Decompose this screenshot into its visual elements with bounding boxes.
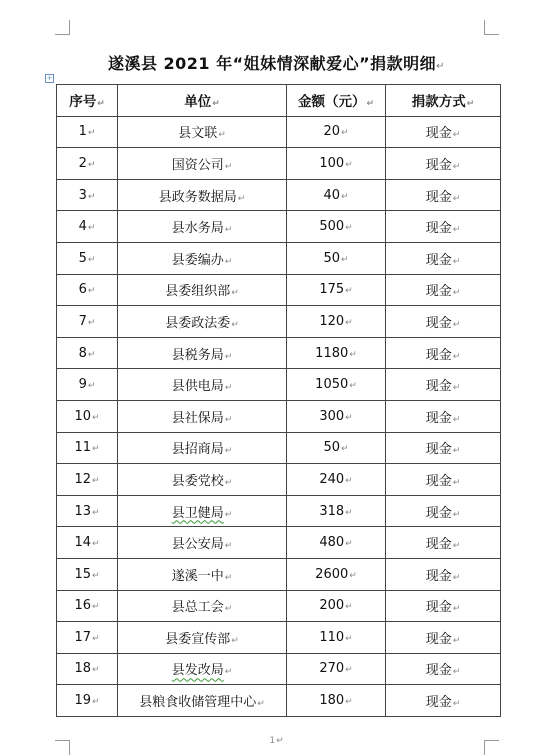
table-row — [57, 274, 501, 306]
table-row — [57, 464, 501, 496]
table-row — [57, 369, 501, 401]
row-number-cell-text: 15 — [74, 566, 91, 582]
paragraph-mark: ↵ — [452, 509, 461, 520]
paragraph-mark: ↵ — [92, 602, 100, 613]
unit-name-cell — [118, 179, 287, 211]
amount-cell — [287, 211, 386, 243]
table-row — [57, 179, 501, 211]
paragraph-mark: ↵ — [452, 319, 461, 330]
amount-cell-text: 120 — [319, 313, 345, 329]
paragraph-mark: ↵ — [87, 349, 96, 360]
row-number-cell-text: 2 — [78, 155, 87, 171]
amount-cell — [287, 369, 386, 401]
row-number-cell — [57, 653, 118, 685]
method-cell — [386, 179, 501, 211]
paragraph-mark: ↵ — [224, 667, 233, 678]
amount-cell-text: 175 — [319, 282, 345, 298]
paragraph-mark: ↵ — [224, 509, 233, 520]
paragraph-mark: ↵ — [436, 61, 446, 72]
amount-cell — [287, 590, 386, 622]
margin-corner-top-right — [484, 20, 499, 35]
table-row — [57, 306, 501, 338]
amount-cell-text: 50 — [323, 440, 340, 456]
unit-name-cell — [118, 464, 287, 496]
unit-name-cell — [118, 653, 287, 685]
amount-cell — [287, 495, 386, 527]
method-cell-text: 现金 — [425, 284, 452, 300]
paragraph-mark: ↵ — [87, 381, 96, 392]
unit-name-cell-text: 县招商局 — [171, 442, 224, 458]
header-cell-method: 捐款方式↵ — [386, 85, 501, 117]
paragraph-mark: ↵ — [452, 193, 461, 204]
method-cell — [386, 242, 501, 274]
paragraph-mark: ↵ — [224, 256, 233, 267]
paragraph-mark: ↵ — [452, 225, 461, 236]
method-cell-text: 现金 — [425, 157, 452, 173]
method-cell-text: 现金 — [425, 663, 452, 679]
amount-cell — [287, 558, 386, 590]
amount-cell-text: 1180 — [315, 345, 349, 361]
table-row — [57, 622, 501, 654]
unit-name-cell — [118, 337, 287, 369]
amount-cell — [287, 179, 386, 211]
amount-cell-text: 110 — [319, 629, 345, 645]
paragraph-mark: ↵ — [224, 351, 233, 362]
unit-name-cell — [118, 369, 287, 401]
unit-name-cell — [118, 685, 287, 717]
method-cell — [386, 432, 501, 464]
amount-cell-text: 180 — [319, 693, 345, 709]
row-number-cell-text: 11 — [74, 440, 91, 456]
method-cell — [386, 148, 501, 180]
unit-name-cell-text: 县发改局 — [171, 663, 224, 679]
method-cell — [386, 400, 501, 432]
row-number-cell-text: 14 — [74, 535, 91, 551]
table-row — [57, 495, 501, 527]
amount-cell — [287, 148, 386, 180]
amount-cell — [287, 306, 386, 338]
unit-name-cell-text: 县委宣传部 — [165, 631, 231, 647]
amount-cell — [287, 116, 386, 148]
paragraph-mark: ↵ — [345, 633, 353, 644]
table-header-row — [57, 85, 501, 117]
unit-name-cell — [118, 495, 287, 527]
method-cell-text: 现金 — [425, 473, 452, 489]
amount-cell-text: 300 — [319, 408, 345, 424]
row-number-cell — [57, 369, 118, 401]
paragraph-mark: ↵ — [92, 697, 100, 708]
paragraph-mark: ↵ — [341, 254, 349, 265]
method-cell — [386, 274, 501, 306]
amount-cell — [287, 432, 386, 464]
table-move-handle-icon[interactable]: + — [46, 74, 53, 82]
amount-cell-text: 2600 — [315, 566, 349, 582]
method-cell — [386, 622, 501, 654]
paragraph-mark: ↵ — [452, 414, 461, 425]
amount-cell-text: 40 — [323, 187, 340, 203]
table-row — [57, 337, 501, 369]
table-row — [57, 527, 501, 559]
table-row — [57, 116, 501, 148]
table-row — [57, 432, 501, 464]
donation-table — [56, 84, 501, 717]
paragraph-mark: ↵ — [231, 319, 239, 330]
paragraph-mark: ↵ — [224, 161, 233, 172]
paragraph-mark: ↵ — [224, 383, 233, 394]
unit-name-cell-text: 县委组织部 — [165, 284, 231, 300]
amount-cell-text: 318 — [319, 503, 345, 519]
unit-name-cell-text: 县委党校 — [171, 473, 224, 489]
paragraph-mark: ↵ — [341, 444, 349, 455]
paragraph-mark: ↵ — [92, 633, 100, 644]
paragraph-mark: ↵ — [345, 159, 353, 170]
paragraph-mark: ↵ — [345, 317, 353, 328]
row-number-cell-text: 1 — [78, 124, 87, 140]
paragraph-mark: ↵ — [224, 541, 233, 552]
paragraph-mark: ↵ — [92, 412, 100, 423]
paragraph-mark: ↵ — [92, 665, 100, 676]
unit-name-cell — [118, 148, 287, 180]
row-number-cell-text: 12 — [74, 471, 91, 487]
method-cell-text: 现金 — [425, 315, 452, 331]
paragraph-mark: ↵ — [452, 477, 461, 488]
row-number-cell-text: 3 — [78, 187, 87, 203]
paragraph-mark: ↵ — [224, 414, 233, 425]
table-row — [57, 400, 501, 432]
paragraph-mark: ↵ — [92, 444, 100, 455]
paragraph-mark: ↵ — [87, 128, 96, 139]
title-text: 遂溪县 2021 年“姐妹情深献爱心”捐款明细 — [107, 54, 437, 73]
amount-cell-text: 270 — [319, 661, 345, 677]
unit-name-cell-text: 县委政法委 — [165, 315, 231, 331]
paragraph-mark: ↵ — [92, 539, 100, 550]
row-number-cell — [57, 337, 118, 369]
paragraph-mark: ↵ — [452, 667, 461, 678]
unit-name-cell — [118, 306, 287, 338]
method-cell — [386, 369, 501, 401]
paragraph-mark: ↵ — [341, 128, 349, 139]
amount-cell — [287, 400, 386, 432]
paragraph-mark: ↵ — [452, 256, 461, 267]
amount-cell-text: 20 — [323, 124, 340, 140]
method-cell — [386, 337, 501, 369]
amount-cell — [287, 527, 386, 559]
row-number-cell-text: 5 — [78, 250, 87, 266]
method-cell-text: 现金 — [425, 379, 452, 395]
paragraph-mark: ↵ — [87, 286, 96, 297]
paragraph-mark: ↵ — [452, 604, 461, 615]
unit-name-cell — [118, 590, 287, 622]
method-cell-text: 现金 — [425, 505, 452, 521]
amount-cell-text: 480 — [319, 535, 345, 551]
paragraph-mark: ↵ — [452, 635, 461, 646]
unit-name-cell-text: 县公安局 — [171, 537, 224, 553]
table-row — [57, 685, 501, 717]
document-title — [0, 51, 553, 74]
paragraph-mark: ↵ — [231, 635, 239, 646]
paragraph-mark: ↵ — [452, 699, 461, 710]
row-number-cell — [57, 400, 118, 432]
paragraph-mark: ↵ — [345, 539, 353, 550]
row-number-cell — [57, 464, 118, 496]
paragraph-mark: ↵ — [224, 477, 233, 488]
unit-name-cell-text: 县供电局 — [171, 379, 224, 395]
method-cell — [386, 558, 501, 590]
unit-name-cell-text: 县委编办 — [171, 252, 224, 268]
unit-name-cell-text: 县水务局 — [171, 221, 224, 237]
paragraph-mark: ↵ — [92, 475, 100, 486]
paragraph-mark: ↵ — [345, 665, 353, 676]
row-number-cell-text: 8 — [78, 345, 87, 361]
table-row — [57, 653, 501, 685]
paragraph-mark: ↵ — [345, 602, 353, 613]
paragraph-mark: ↵ — [87, 223, 96, 234]
method-cell — [386, 464, 501, 496]
paragraph-mark: ↵ — [452, 383, 461, 394]
paragraph-mark: ↵ — [92, 507, 100, 518]
unit-name-cell-text: 县总工会 — [171, 600, 224, 616]
amount-cell-text: 100 — [319, 155, 345, 171]
method-cell-text: 现金 — [425, 347, 452, 363]
row-number-cell — [57, 590, 118, 622]
table-row — [57, 558, 501, 590]
row-number-cell-text: 9 — [78, 377, 87, 393]
unit-name-cell-text: 遂溪一中 — [171, 568, 224, 584]
paragraph-mark: ↵ — [349, 381, 357, 392]
paragraph-mark: ↵ — [237, 193, 246, 204]
paragraph-mark: ↵ — [92, 570, 100, 581]
row-number-cell-text: 4 — [78, 219, 87, 235]
method-cell — [386, 653, 501, 685]
row-number-cell-text: 13 — [74, 503, 91, 519]
paragraph-mark: ↵ — [345, 475, 353, 486]
paragraph-mark: ↵ — [257, 699, 265, 710]
row-number-cell — [57, 685, 118, 717]
row-number-cell — [57, 148, 118, 180]
row-number-cell-text: 16 — [74, 598, 91, 614]
row-number-cell — [57, 432, 118, 464]
method-cell-text: 现金 — [425, 410, 452, 426]
unit-name-cell — [118, 558, 287, 590]
unit-name-cell — [118, 274, 287, 306]
method-cell — [386, 590, 501, 622]
unit-name-cell-text: 国资公司 — [171, 157, 224, 173]
paragraph-mark: ↵ — [345, 507, 353, 518]
page-number: 1↵ — [269, 736, 284, 746]
row-number-cell — [57, 242, 118, 274]
amount-cell — [287, 337, 386, 369]
paragraph-mark: ↵ — [87, 191, 96, 202]
paragraph-mark: ↵ — [231, 288, 239, 299]
paragraph-mark: ↵ — [87, 254, 96, 265]
paragraph-mark: ↵ — [224, 604, 233, 615]
row-number-cell — [57, 558, 118, 590]
method-cell — [386, 211, 501, 243]
method-cell-text: 现金 — [425, 537, 452, 553]
unit-name-cell — [118, 400, 287, 432]
amount-cell-text: 1050 — [315, 377, 349, 393]
amount-cell-text: 200 — [319, 598, 345, 614]
paragraph-mark: ↵ — [345, 223, 353, 234]
row-number-cell — [57, 274, 118, 306]
header-cell-no: 序号↵ — [57, 85, 118, 117]
amount-cell-text: 240 — [319, 471, 345, 487]
method-cell — [386, 527, 501, 559]
unit-name-cell-text: 县社保局 — [171, 410, 224, 426]
unit-name-cell — [118, 242, 287, 274]
paragraph-mark: ↵ — [224, 446, 233, 457]
paragraph-mark: ↵ — [345, 286, 353, 297]
method-cell-text: 现金 — [425, 568, 452, 584]
method-cell-text: 现金 — [425, 631, 452, 647]
unit-name-cell-text: 县税务局 — [171, 347, 224, 363]
row-number-cell-text: 17 — [74, 629, 91, 645]
table-row — [57, 211, 501, 243]
table-row — [57, 242, 501, 274]
amount-cell — [287, 464, 386, 496]
paragraph-mark: ↵ — [224, 572, 233, 583]
unit-name-cell — [118, 622, 287, 654]
amount-cell-text: 500 — [319, 219, 345, 235]
row-number-cell — [57, 495, 118, 527]
unit-name-cell-text: 县政务数据局 — [158, 189, 237, 205]
row-number-cell — [57, 527, 118, 559]
paragraph-mark: ↵ — [349, 570, 357, 581]
row-number-cell — [57, 306, 118, 338]
paragraph-mark: ↵ — [452, 446, 461, 457]
method-cell — [386, 685, 501, 717]
paragraph-mark: ↵ — [452, 288, 461, 299]
row-number-cell-text: 6 — [78, 282, 87, 298]
method-cell — [386, 116, 501, 148]
table-row — [57, 590, 501, 622]
unit-name-cell-text: 县卫健局 — [171, 505, 224, 521]
paragraph-mark: ↵ — [87, 159, 96, 170]
method-cell-text: 现金 — [425, 126, 452, 142]
unit-name-cell-text: 县文联 — [178, 126, 218, 142]
paragraph-mark: ↵ — [218, 130, 226, 141]
method-cell — [386, 495, 501, 527]
unit-name-cell — [118, 527, 287, 559]
paragraph-mark: ↵ — [345, 697, 353, 708]
table-row — [57, 148, 501, 180]
amount-cell — [287, 685, 386, 717]
unit-name-cell — [118, 116, 287, 148]
margin-corner-top-left — [55, 20, 70, 35]
paragraph-mark: ↵ — [87, 317, 96, 328]
method-cell-text: 现金 — [425, 600, 452, 616]
row-number-cell — [57, 211, 118, 243]
unit-name-cell — [118, 432, 287, 464]
paragraph-mark: ↵ — [452, 161, 461, 172]
amount-cell — [287, 242, 386, 274]
paragraph-mark: ↵ — [349, 349, 357, 360]
row-number-cell — [57, 116, 118, 148]
amount-cell — [287, 622, 386, 654]
paragraph-mark: ↵ — [452, 572, 461, 583]
unit-name-cell — [118, 211, 287, 243]
paragraph-mark: ↵ — [341, 191, 349, 202]
method-cell-text: 现金 — [425, 252, 452, 268]
paragraph-mark: ↵ — [224, 225, 233, 236]
row-number-cell-text: 18 — [74, 661, 91, 677]
paragraph-mark: ↵ — [452, 541, 461, 552]
row-number-cell — [57, 622, 118, 654]
amount-cell — [287, 653, 386, 685]
method-cell-text: 现金 — [425, 695, 452, 711]
header-cell-unit: 单位↵ — [118, 85, 287, 117]
unit-name-cell-text: 县粮食收储管理中心 — [139, 695, 257, 711]
paragraph-mark: ↵ — [345, 412, 353, 423]
paragraph-mark: ↵ — [452, 130, 461, 141]
row-number-cell-text: 10 — [74, 408, 91, 424]
method-cell — [386, 306, 501, 338]
row-number-cell-text: 19 — [74, 693, 91, 709]
method-cell-text: 现金 — [425, 189, 452, 205]
method-cell-text: 现金 — [425, 221, 452, 237]
row-number-cell — [57, 179, 118, 211]
paragraph-mark: ↵ — [452, 351, 461, 362]
amount-cell — [287, 274, 386, 306]
header-cell-amount: 金额（元）↵ — [287, 85, 386, 117]
method-cell-text: 现金 — [425, 442, 452, 458]
row-number-cell-text: 7 — [78, 313, 87, 329]
amount-cell-text: 50 — [323, 250, 340, 266]
